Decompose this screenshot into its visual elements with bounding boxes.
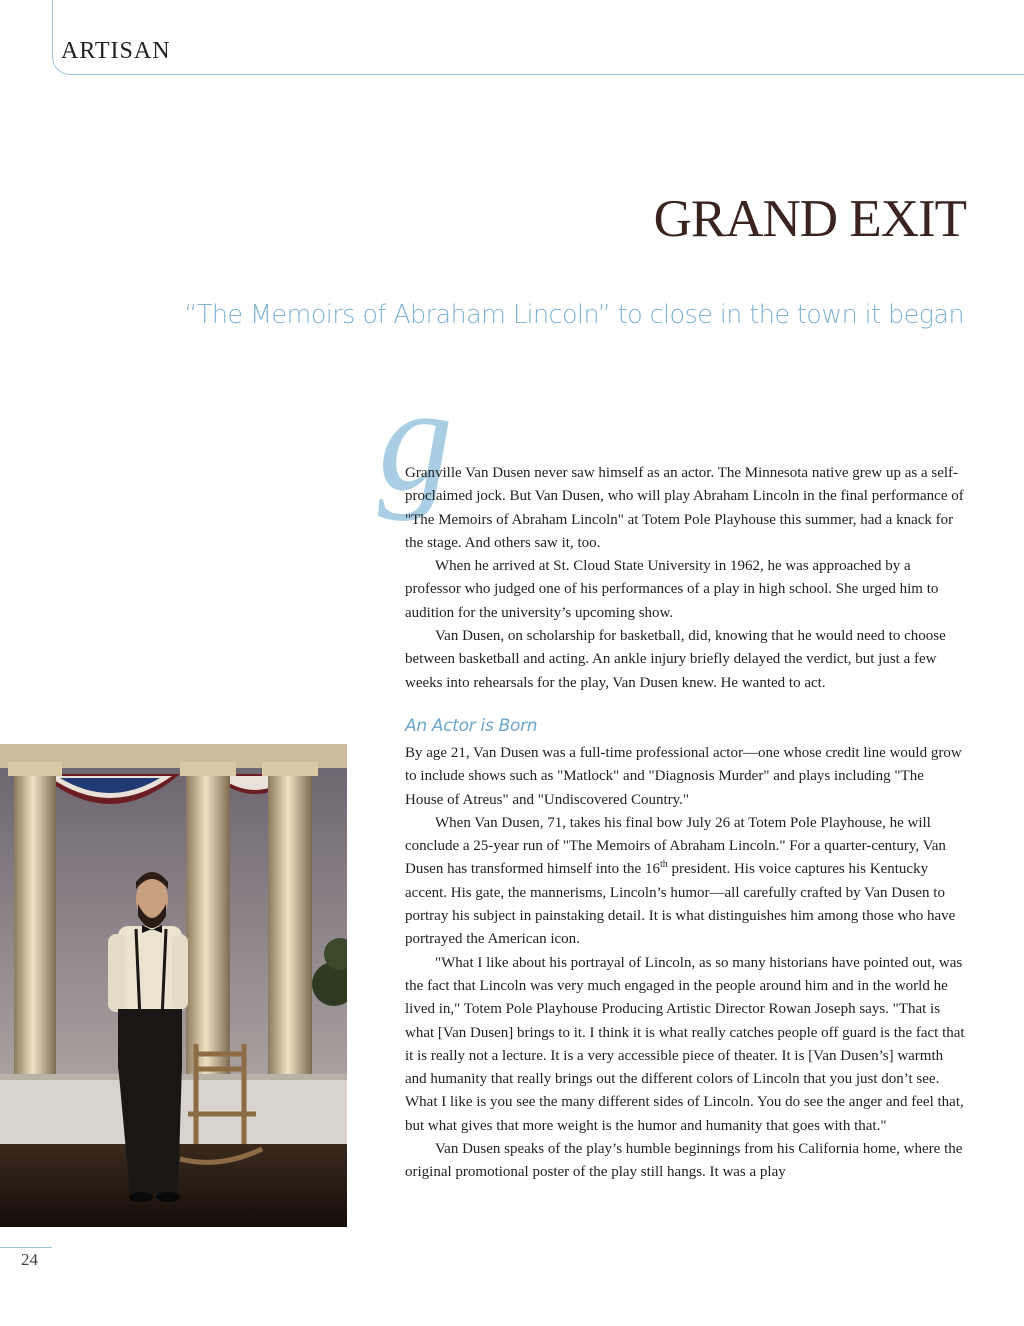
stage-photo-illustration xyxy=(0,744,347,1227)
section-label: ARTISAN xyxy=(61,38,171,64)
paragraph: Granville Van Dusen never saw himself as an actor. The Minnesota native grew up as a self-proclaimed jock. But Van Dusen, who will play Abraham Lincoln in the final performance of "The Memoirs of Abraham Lincoln" at Totem Pole Playhouse this summer, had a knack for the stage. And others saw it, too. xyxy=(405,465,964,551)
page-number-rule xyxy=(0,1247,52,1248)
paragraph: When Van Dusen, 71, takes his final bow July 26 at Totem Pole Playhouse, he will conclude a 25-year run of "The Memoirs of Abraham Lincoln." For a quarter-century, Van Dusen has transformed himself into the 16th president. His voice captures his Kentucky accent. His gate, the mannerisms, Lincoln’s humor—all carefully crafted by Van Dusen to portray his subject in painstaking detail. It is what distinguishes him among those who have portrayed the American icon. xyxy=(405,814,956,948)
paragraph: Van Dusen, on scholarship for basketball, did, knowing that he would need to choose between basketball and acting. An ankle injury briefly delayed the verdict, but just a few weeks into rehearsals for the play, Van Dusen knew. He wanted to act. xyxy=(405,628,946,691)
paragraph: "What I like about his portrayal of Lincoln, as so many historians have pointed out, was the fact that Lincoln was very much engaged in the people around him and in the world he lived in," Totem Pole Playhouse Producing Artistic Director Rowan Joseph says. "That is what [Van Dusen] brings to it. I think it is what really catches people off guard is the fact that it is really not a lecture. It is a very accessible piece of theater. It is [Van Dusen’s] warmth and humanity that really brings out the different colors of Lincoln that you just don’t see. What I like is you see the many different sides of Lincoln. You do see the anger and feel that, but what gives that more weight is the humor and humanity that goes with that." xyxy=(405,954,965,1134)
article-title: GRAND EXIT xyxy=(653,190,966,248)
paragraph: By age 21, Van Dusen was a full-time professional actor—one whose credit line would grow to include shows such as "Matlock" and "Diagnosis Murder" and plays including "The House of Atreus" and "Undiscovered Country." xyxy=(405,745,962,808)
section-subhead: An Actor is Born xyxy=(405,716,538,736)
section-text xyxy=(405,742,965,1185)
paragraph: When he arrived at St. Cloud State University in 1962, he was approached by a professor who judged one of his performances of a play in high school. She urged him to audition for the university’s upcoming show. xyxy=(405,558,939,621)
header-rule xyxy=(70,74,1024,75)
paragraph: Van Dusen speaks of the play’s humble beginnings from his California home, where the original promotional poster of the play still hangs. It was a play xyxy=(405,1141,963,1181)
page-number: 24 xyxy=(21,1250,38,1269)
stage-photo xyxy=(0,744,347,1227)
drop-cap: g xyxy=(378,356,453,522)
intro-text xyxy=(405,462,965,695)
article-subtitle: “The Memoirs of Abraham Lincoln” to close in the town it began xyxy=(184,300,964,330)
